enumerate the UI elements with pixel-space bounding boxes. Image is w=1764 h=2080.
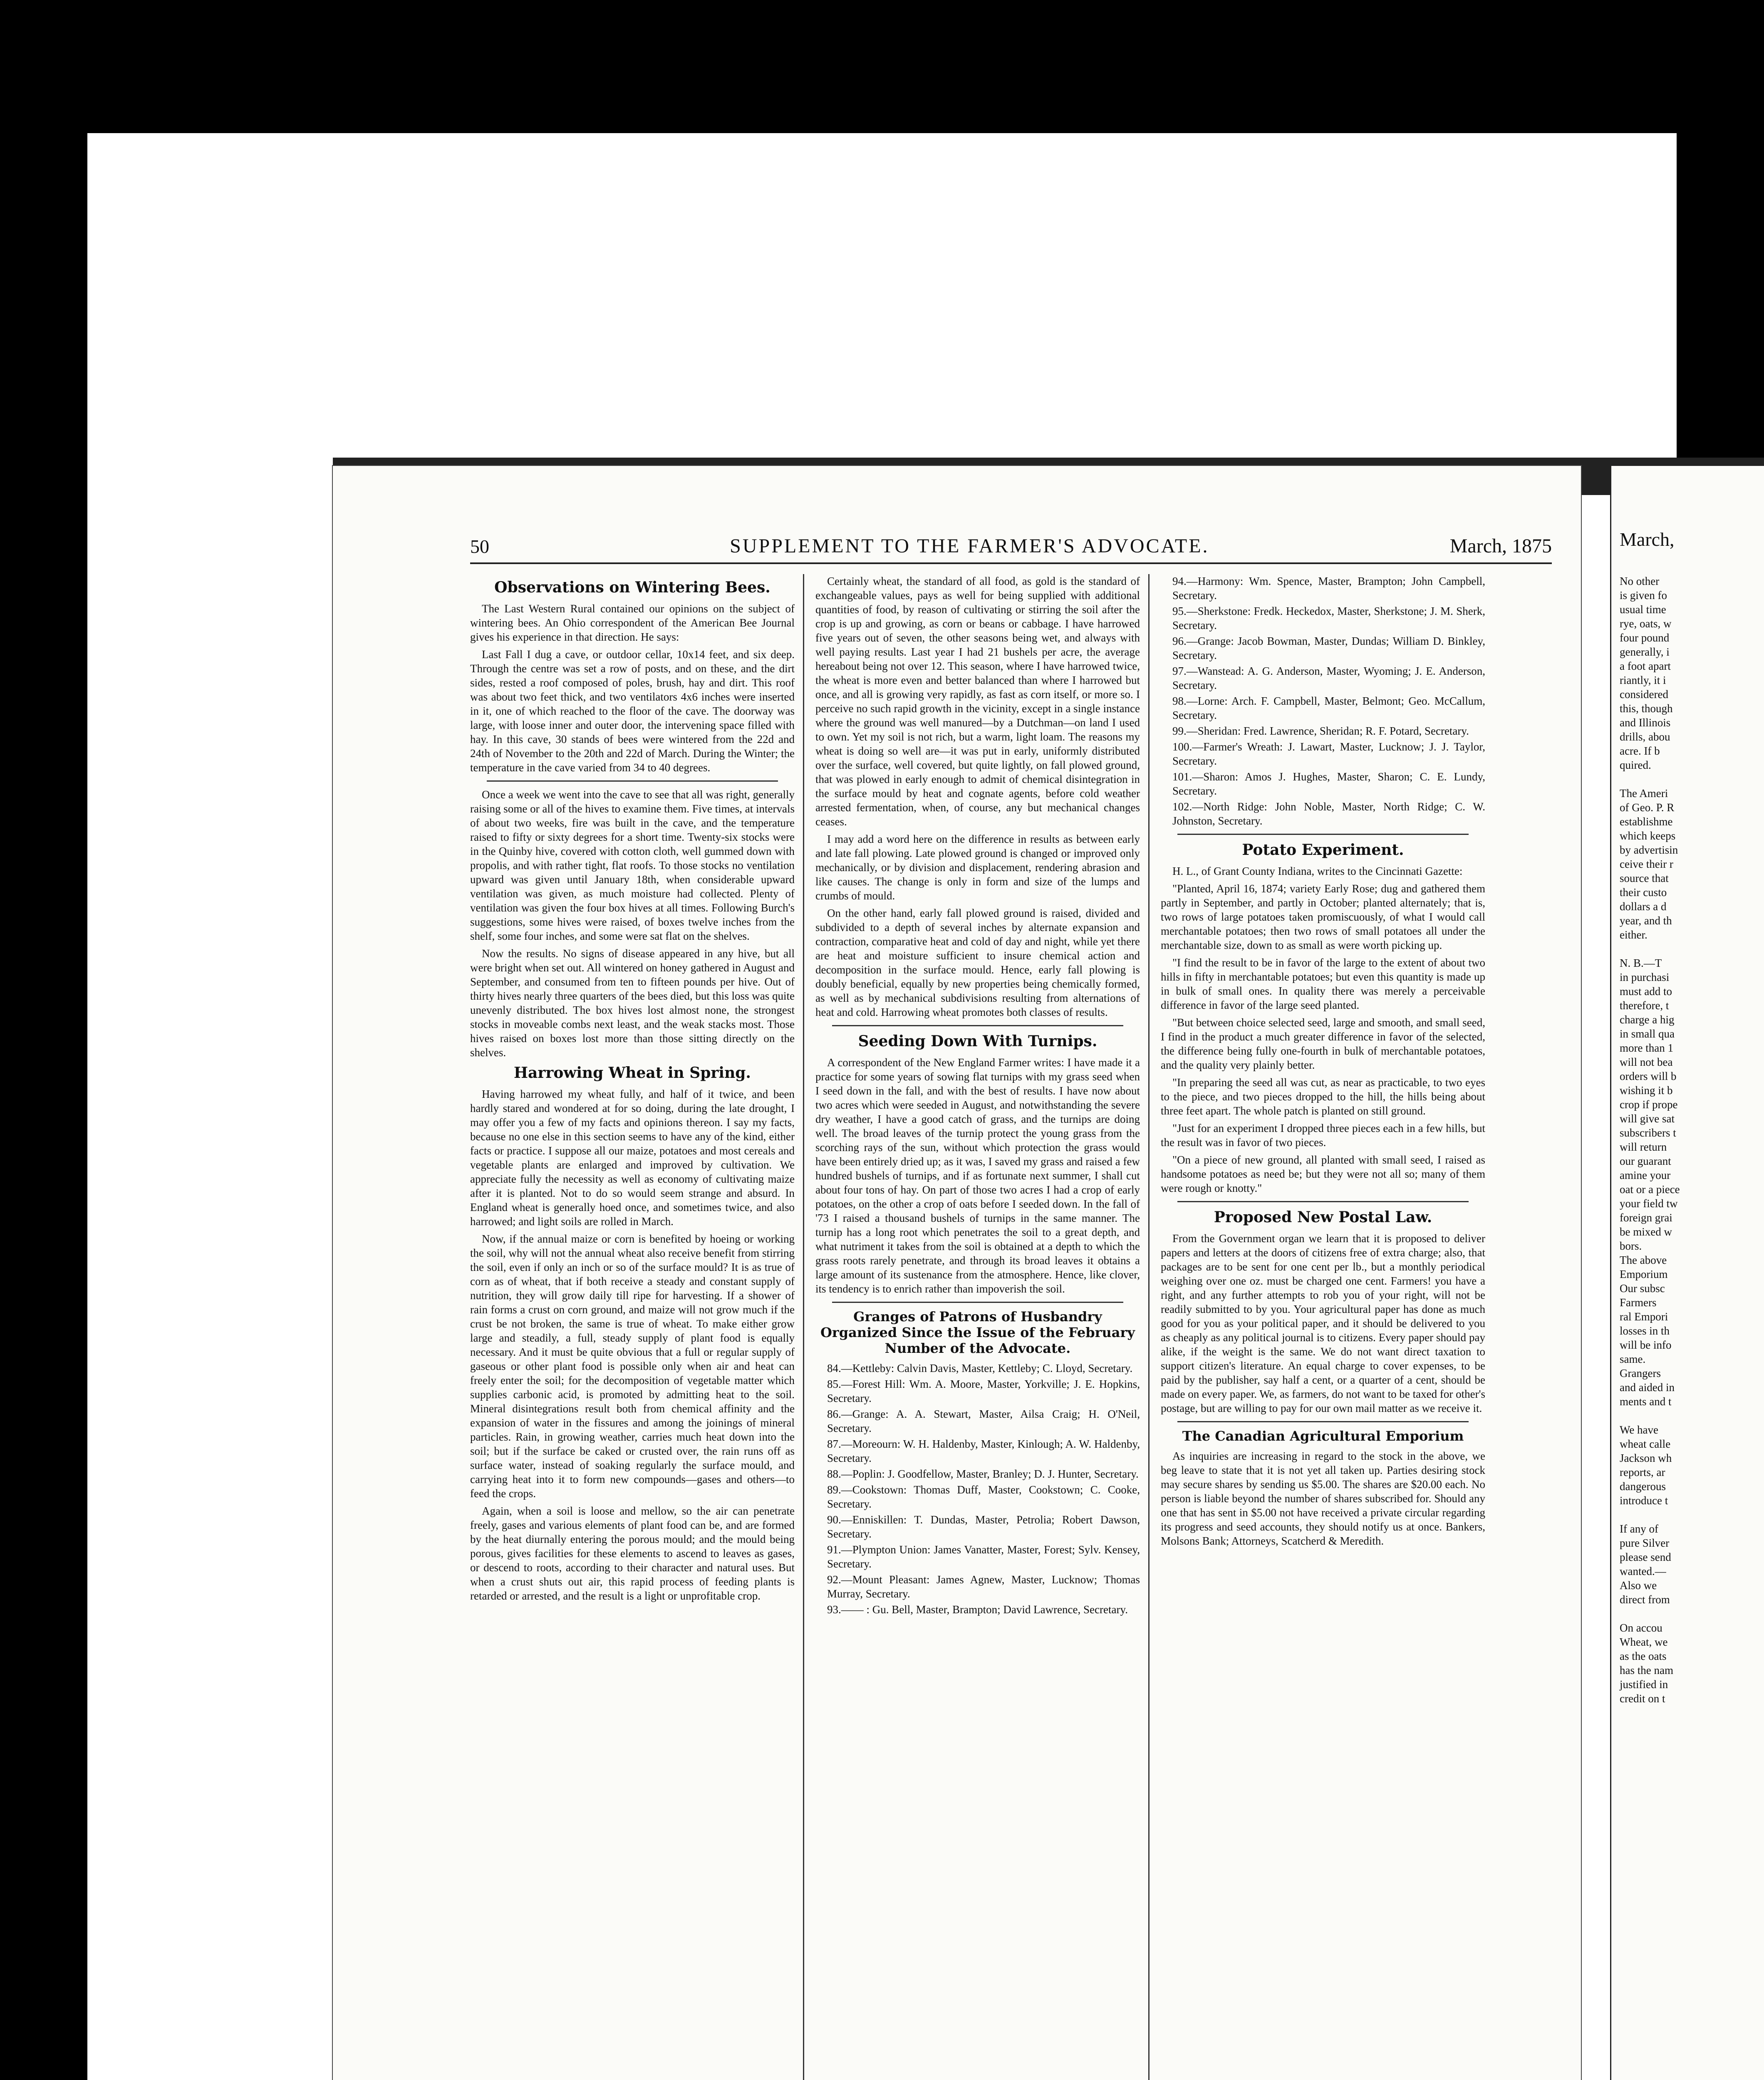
grange-entry: 89.—Cookstown: Thomas Duff, Master, Cookstown; C. Cooke, Secretary. — [827, 1483, 1140, 1510]
adjacent-page-line: acre. If b — [1620, 745, 1660, 757]
grange-entry: 101.—Sharon: Amos J. Hughes, Master, Sharon; C. E. Lundy, Secretary. — [1172, 770, 1485, 797]
adjacent-page-line — [1620, 1607, 1764, 1621]
column-divider — [803, 574, 804, 2080]
column-3 — [1161, 574, 1485, 2080]
adjacent-page-line: please send — [1620, 1551, 1671, 1563]
divider — [1177, 1201, 1469, 1202]
adjacent-page-line: their custo — [1620, 886, 1667, 899]
adjacent-page-line: Also we — [1620, 1579, 1657, 1592]
grange-entry: 96.—Grange: Jacob Bowman, Master, Dundas; William D. Binkley, Secretary. — [1172, 635, 1485, 661]
article-paragraph: Once a week we went into the cave to see that all was right, generally raising some or all of the hives to examine them. Five times, at intervals of about two weeks, fire was built in the cave, and the temperature raised to fifty or sixty degrees for a short time. Twenty-six stocks were in the Quinby hive, covered with cotton cloth, well gummed down with propolis, and with rather tight, flat roofs. To those stocks no ventilation upward was given until January 18th, when considerable upward ventilation was given, as much moisture had collected. Plenty of ventilation was given the four box hives at all times. Following Burch's suggestions, some hives were raised, of boxes twelve inches from the shelf, some four inches, and some were sat flat on the shelves. — [470, 788, 795, 942]
adjacent-page-line: either. — [1620, 929, 1648, 941]
adjacent-page-line: ceive their r — [1620, 858, 1673, 870]
adjacent-page-line: Jackson wh — [1620, 1452, 1672, 1464]
article-paragraph: On the other hand, early fall plowed ground is raised, divided and subdivided to a depth of several inches by alternate expansion and contraction, comparative heat and cold of day and night, while yet there are heat and moisture sufficient to insure chemical action and decomposition in the surface mould. Hence, early fall plowing is doubly beneficial, equally by new properties being chemically formed, as well as by mechanical subdivisions resulting from alternations of heat and cold. Harrowing wheat promotes both classes of results. — [815, 907, 1140, 1018]
grange-entry: 100.—Farmer's Wreath: J. Lawart, Master, Lucknow; J. J. Taylor, Secretary. — [1172, 740, 1485, 767]
adjacent-page-line: usual time — [1620, 603, 1666, 616]
article-paragraph: H. L., of Grant County Indiana, writes to the Cincinnati Gazette: — [1172, 865, 1463, 877]
grange-entry: 97.—Wanstead: A. G. Anderson, Master, Wyoming; J. E. Anderson, Secretary. — [1172, 665, 1485, 691]
adjacent-page-line: is given fo — [1620, 589, 1667, 602]
grange-entry: 84.—Kettleby: Calvin Davis, Master, Kettleby; C. Lloyd, Secretary. — [827, 1362, 1133, 1374]
adjacent-page-line: generally, i — [1620, 646, 1670, 658]
grange-entry: 87.—Moreourn: W. H. Haldenby, Master, Kinlough; A. W. Haldenby, Secretary. — [827, 1438, 1140, 1464]
article-paragraph: "But between choice selected seed, large and smooth, and small seed, I find in the product a much greater difference in favor of the selected, the difference being fully one-fourth in bulk of merchantable potatoes, and the quality very plainly better. — [1161, 1016, 1485, 1071]
adjacent-page-line: be mixed w — [1620, 1226, 1672, 1238]
adjacent-page-line: considered — [1620, 688, 1668, 701]
adjacent-page-line: and aided in — [1620, 1381, 1675, 1394]
adjacent-page-line: year, and th — [1620, 914, 1672, 927]
article-paragraph: Again, when a soil is loose and mellow, so the air can penetrate freely, gases and various elements of plant food can be, and are formed by the heat diurnally entering the porous mould; and the mould being porous, gives facilities for these elements to ascend to leaves as gases, or descend to roots, according to their character and natural uses. But when a crust shuts out air, this rapid process of feeding plants is retarded or arrested, and the result is a light or unprofitable crop. — [470, 1505, 795, 1602]
article-heading: The Canadian Agricultural Emporium — [1182, 1428, 1464, 1444]
article-paragraph: The Last Western Rural contained our opinions on the subject of wintering bees. An Ohio correspondent of the American Bee Journal gives his experience in that direction. He says: — [470, 602, 795, 643]
adjacent-page-line — [1620, 1409, 1764, 1423]
divider — [487, 780, 778, 782]
grange-entry: 99.—Sheridan: Fred. Lawrence, Sheridan; R. F. Potard, Secretary. — [1172, 725, 1469, 737]
adjacent-page-line: as the oats — [1620, 1650, 1667, 1662]
adjacent-page-line: direct from — [1620, 1593, 1670, 1606]
article-heading: Seeding Down With Turnips. — [858, 1033, 1098, 1050]
grange-entry: 90.—Enniskillen: T. Dundas, Master, Petrolia; Robert Dawson, Secretary. — [827, 1513, 1140, 1540]
adjacent-page-line: No other — [1620, 575, 1660, 587]
adjacent-page-line: same. — [1620, 1353, 1646, 1365]
issue-date: March, 1875 — [1449, 535, 1552, 557]
adjacent-page-line: If any of — [1620, 1523, 1658, 1535]
adjacent-page-line: oat or a piece — [1620, 1183, 1680, 1196]
adjacent-page-line: rye, oats, w — [1620, 617, 1672, 630]
adjacent-page-line: Wheat, we — [1620, 1636, 1668, 1648]
adjacent-page-fragment — [1610, 466, 1764, 2080]
adjacent-page-line: by advertisin — [1620, 844, 1678, 856]
grange-entry: 85.—Forest Hill: Wm. A. Moore, Master, Yorkville; J. E. Hopkins, Secretary. — [827, 1378, 1140, 1404]
article-heading: Harrowing Wheat in Spring. — [514, 1064, 751, 1082]
adjacent-page-line: bors. — [1620, 1240, 1642, 1252]
adjacent-page-line — [1620, 942, 1764, 956]
adjacent-page-line: dollars a d — [1620, 900, 1667, 913]
grange-entry: 92.—Mount Pleasant: James Agnew, Master, Lucknow; Thomas Murray, Secretary. — [827, 1573, 1140, 1600]
adjacent-page-line: riantly, it i — [1620, 674, 1666, 686]
adjacent-page-line: your field tw — [1620, 1197, 1678, 1210]
adjacent-page-line: more than 1 — [1620, 1042, 1673, 1054]
divider — [1177, 1421, 1469, 1422]
article-paragraph: "I find the result to be in favor of the large to the extent of about two hills in fifty in merchantable potatoes; but even this quantity is made up in bulk of small ones. In quality there was merely a perceivable difference in favor of the large seed planted. — [1161, 956, 1485, 1011]
adjacent-page-line: establishme — [1620, 815, 1673, 828]
adjacent-page-line: which keeps — [1620, 830, 1676, 842]
article-paragraph: Last Fall I dug a cave, or outdoor cellar, 10x14 feet, and six deep. Through the centre was set a row of posts, and on these, and the dirt sides, rested a roof composed of poles, brush, hay and dirt. This roof was about two feet thick, and two ventilators 4x6 inches were inserted in it, one of which reached to the floor of the cave. The doorway was large, with loose inner and outer door, the intervening space filled with hay. In this cave, 30 stands of bees were wintered from the 22d and 24th of November to the 20th and 22d of March. During the Winter; the temperature in the cave varied from 34 to 40 degrees. — [470, 648, 795, 774]
article-paragraph: "Planted, April 16, 1874; variety Early Rose; dug and gathered them partly in September, and partly in October; planted alternately; that is, two rows of large potatoes taken promiscuously, of what I would call merchantable potatoes; then two rows of small potatoes all under the merchantable size, down to as small as were worth picking up. — [1161, 882, 1485, 951]
adjacent-page-line: The above — [1620, 1254, 1667, 1266]
article-paragraph: As inquiries are increasing in regard to the stock in the above, we beg leave to state that it is not yet all taken up. Parties desiring stock may secure shares by sending us $5.00. The shares are $20.00 each. No person is liable beyond the number of shares subscribed for. Should any one that has sent in $5.00 not have received a private circular regarding its progress and seed accounts, they should notify us at once. Bankers, Molsons Bank; Attorneys, Scatcherd & Meredith. — [1161, 1450, 1485, 1547]
adjacent-page-line: subscribers t — [1620, 1127, 1676, 1139]
adjacent-page-line: will return — [1620, 1141, 1667, 1153]
article-paragraph: From the Government organ we learn that it is proposed to deliver papers and letters at the doors of citizens free of extra charge; also, that packages are to be sent for one cent per lb., but a monthly periodical weighing over one oz. must be charged one cent. Farmers! you have a right, and any further attempts to rob you of your right, will not be readily submitted to by you. Your agricultural paper has done as much good for you as your political paper, and it should be delivered to you as cheaply as any political journal is to citizens. Every paper should pay alike, if the weight is the same. We do not want direct taxation to support citizen's literature. An equal charge to cover expenses, to be paid by the publisher, say half a cent, or a quarter of a cent, should be made on every paper. We, as farmers, do not want to be taxed for other's postage, but are willing to pay for our own mail matter as we receive it. — [1161, 1232, 1485, 1414]
adjacent-page-line: has the nam — [1620, 1664, 1673, 1676]
divider — [832, 1025, 1123, 1026]
article-paragraph: "In preparing the seed all was cut, as near as practicable, to two eyes to the piece, and two pieces dropped to the hill, the hills being about three feet apart. The whole patch is planted on still ground. — [1161, 1076, 1485, 1117]
adjacent-page-line: will give sat — [1620, 1112, 1675, 1125]
adjacent-page-text — [1611, 466, 1764, 1706]
adjacent-page-line: Our subsc — [1620, 1282, 1665, 1295]
adjacent-page-line: pure Silver — [1620, 1537, 1670, 1549]
adjacent-page-line: this, though — [1620, 702, 1673, 715]
divider — [1177, 834, 1469, 835]
article-paragraph: Having harrowed my wheat fully, and half of it twice, and been hardly stared and wondered at for so doing, during the late drought, I may offer you a few of my facts and opinions thereon. I say my facts, because no one else in this section seems to have any of the kind, either facts or practice. I suppose all our maize, potatoes and most cereals and vegetable plants are enlarged and improved by cultivation. We appreciate fully the necessity as well as economy of cultivating maize after it is planted. Not to do so would seem strange and absurd. In England wheat is generally hoed once, and sometimes twice, and also harrowed; and light soils are rolled in March. — [470, 1088, 795, 1228]
adjacent-page-line: We have — [1620, 1424, 1659, 1436]
adjacent-page-line — [1620, 1508, 1764, 1522]
adjacent-page-line: of Geo. P. R — [1620, 801, 1675, 814]
adjacent-page-line: The Ameri — [1620, 787, 1668, 800]
newspaper-page — [333, 466, 1581, 2080]
adjacent-page-line: orders will b — [1620, 1070, 1677, 1082]
adjacent-page-line: will not bea — [1620, 1056, 1673, 1068]
article-paragraph: "Just for an experiment I dropped three pieces each in a few hills, but the result was in favor of two pieces. — [1161, 1122, 1485, 1149]
adjacent-page-line: in purchasi — [1620, 971, 1670, 983]
grange-entry: 88.—Poplin: J. Goodfellow, Master, Branley; D. J. Hunter, Secretary. — [827, 1468, 1139, 1480]
adjacent-page-line: Farmers — [1620, 1296, 1657, 1309]
column-1 — [470, 574, 795, 2080]
page-number: 50 — [470, 536, 489, 557]
adjacent-page-line: will be info — [1620, 1339, 1672, 1351]
adjacent-page-line: dangerous — [1620, 1480, 1666, 1493]
adjacent-page-line: a foot apart — [1620, 660, 1671, 672]
adjacent-page-header: March, — [1620, 529, 1675, 550]
adjacent-page-line: On accou — [1620, 1622, 1662, 1634]
article-heading: Granges of Patrons of Husbandry Organized Since the Issue of the February Number of the Advocate. — [820, 1309, 1135, 1356]
article-paragraph: Now the results. No signs of disease appeared in any hive, but all were bright when set out. All wintered on honey gathered in August and September, and consumed from ten to fifteen pounds per hive. Out of thirty hives nearly three quarters of the bees died, but this loss was quite unevenly distributed. The box hives lost almost none, the strongest stocks in moveable combs next least, and the weak stacks most. Those hives raised on boxes lost more than those sitting directly on the shelves. — [470, 947, 795, 1059]
article-heading: Potato Experiment. — [1242, 841, 1404, 859]
adjacent-page-line: introduce t — [1620, 1494, 1668, 1507]
adjacent-page-line: must add to — [1620, 985, 1672, 998]
grange-entry: 95.—Sherkstone: Fredk. Heckedox, Master, Sherkstone; J. M. Sherk, Secretary. — [1172, 605, 1485, 631]
adjacent-page-line: Grangers — [1620, 1367, 1661, 1379]
adjacent-page-line: credit on t — [1620, 1692, 1665, 1705]
article-paragraph: A correspondent of the New England Farmer writes: I have made it a practice for some years of sowing flat turnips with my grass seed when I seed down in the fall, and with the best of results. I have now about two acres which were seeded in August, and notwithstanding the severe dry weather, I have a good catch of grass, and the turnips are doing well. The broad leaves of the turnip protect the young grass from the scorching rays of the sun, without which protection the grass would have been entirely dried up; as it was, I saved my grass and raised a few hundred bushels of turnips, and if as fortunate next summer, I shall cut about four tons of hay. On part of those two acres I had a crop of early potatoes, on the other a crop of oats before I seeded down. In the fall of '73 I raised a thousand bushels of turnips in the same manner. The turnip has a long root which penetrates the soil to a great depth, and what nutriment it takes from the soil is obtained at a depth to which the grass roots rarely penetrate, and through its broad leaves it obtains a large amount of its sustenance from the atmosphere. Hence, like clover, its tendency is to enrich rather than impoverish the soil. — [815, 1056, 1140, 1295]
column-divider — [1148, 574, 1150, 2080]
adjacent-page-line: N. B.—T — [1620, 957, 1662, 969]
grange-entry: 86.—Grange: A. A. Stewart, Master, Ailsa Craig; H. O'Neil, Secretary. — [827, 1408, 1140, 1434]
adjacent-page-line: crop if prope — [1620, 1098, 1678, 1111]
article-paragraph: Certainly wheat, the standard of all food, as gold is the standard of exchangeable values, pays as well for being supplied with additional quantities of food, by reason of cultivating or stirring the soil after the crop is up and growing, as corn or beans or cabbage. I have harrowed five years out of seven, the other seasons being wet, and always with well paying results. Last year I had 21 bushels per acre, the average hereabout being not over 12. This season, where I have harrowed twice, the wheat is more even and better balanced than where I harrowed but once, and all is growing very rapidly, as fast as corn itself, or more so. I perceive no such rapid growth in the vicinity, except in a single instance where the ground was well manured—by a Dutchman—on land I used to own. Yet my soil is not rich, but a warm, light loam. The reasons my wheat is doing so well are—it was put in early, uniformly distributed over the surface, well covered, but quite lightly, on fall plowed ground, that was plowed in early enough to admit of chemical disintegration in the surface mould by heat and cognate agents, before cold weather arrested fermentation, when, of course, any but mechanical changes ceases. — [815, 575, 1140, 828]
article-heading: Proposed New Postal Law. — [1214, 1208, 1432, 1226]
adjacent-page-line: four pound — [1620, 631, 1670, 644]
divider — [832, 1302, 1123, 1303]
column-2 — [815, 574, 1140, 2080]
adjacent-page-line: Emporium — [1620, 1268, 1668, 1280]
grange-entry: 93.—— : Gu. Bell, Master, Brampton; David Lawrence, Secretary. — [827, 1603, 1128, 1616]
grange-entry: 91.—Plympton Union: James Vanatter, Master, Forest; Sylv. Kensey, Secretary. — [827, 1543, 1140, 1570]
adjacent-page-line: losses in th — [1620, 1325, 1670, 1337]
article-heading: Observations on Wintering Bees. — [494, 579, 771, 596]
adjacent-page-line: wanted.— — [1620, 1565, 1666, 1577]
adjacent-page-line — [1620, 772, 1764, 786]
adjacent-page-line: ral Empori — [1620, 1310, 1668, 1323]
adjacent-page-line: therefore, t — [1620, 999, 1669, 1012]
adjacent-page-line: wishing it b — [1620, 1084, 1673, 1097]
publication-title: SUPPLEMENT TO THE FARMER'S ADVOCATE. — [730, 535, 1209, 557]
adjacent-page-line: reports, ar — [1620, 1466, 1665, 1478]
page-header — [470, 528, 1552, 564]
adjacent-page-line: wheat calle — [1620, 1438, 1671, 1450]
article-paragraph: I may add a word here on the difference in results as between early and late fall plowing. Late plowed ground is changed or improved only mechanically, or by division and displacement, rendering abrasion and like causes. The change is only in form and size of the lumps and crumbs of mould. — [815, 833, 1140, 902]
grange-entry: 98.—Lorne: Arch. F. Campbell, Master, Belmont; Geo. McCallum, Secretary. — [1172, 695, 1485, 721]
grange-entry: 102.—North Ridge: John Noble, Master, North Ridge; C. W. Johnston, Secretary. — [1172, 800, 1485, 827]
adjacent-page-line: justified in — [1620, 1678, 1668, 1691]
adjacent-page-line: foreign grai — [1620, 1211, 1672, 1224]
adjacent-page-line: quired. — [1620, 759, 1651, 771]
adjacent-page-line: amine your — [1620, 1169, 1671, 1181]
adjacent-page-line: charge a hig — [1620, 1013, 1675, 1026]
adjacent-page-line: our guarant — [1620, 1155, 1671, 1167]
grange-entry: 94.—Harmony: Wm. Spence, Master, Brampton; John Campbell, Secretary. — [1172, 575, 1485, 602]
adjacent-page-line: and Illinois — [1620, 716, 1671, 729]
article-paragraph: "On a piece of new ground, all planted with small seed, I raised as handsome potatoes as need be; but they were not all so; many of them were rough or knotty." — [1161, 1154, 1485, 1194]
adjacent-page-line: drills, abou — [1620, 730, 1670, 743]
adjacent-page-line: in small qua — [1620, 1028, 1675, 1040]
adjacent-page-line: source that — [1620, 872, 1669, 884]
article-paragraph: Now, if the annual maize or corn is benefited by hoeing or working the soil, why will not the annual wheat also receive benefit from stirring the soil, even if only an inch or so of the surface mould? It is as true of corn as of wheat, that if both receive a steady and constant supply of nutrition, they will grow daily till ripe for harvesting. If a shower of rain forms a crust on corn ground, and maize will not grow much if the crust be not broken, the same is true of wheat. To make either grow large and steadily, a full, steady supply of plant food is equally necessary. And it must be quite obvious that a full or regular supply of gaseous or other plant food is possible only when air and heat can freely enter the soil; for the decomposition of vegetable matter which supplies carbonic acid, is promoted by admitting heat to the soil. Mineral disintegrations result both from chemical affinity and the expansion of water in the fissures and among the joinings of mineral particles. Rain, in growing weather, carries much heat down into the soil; but if the surface be caked or crusted over, the rain runs off as surface water, instead of soaking regularly the surface mould, and carrying heat into it to form new compounds—gases and others—to feed the crops. — [470, 1233, 795, 1500]
adjacent-page-line: ments and t — [1620, 1395, 1672, 1408]
